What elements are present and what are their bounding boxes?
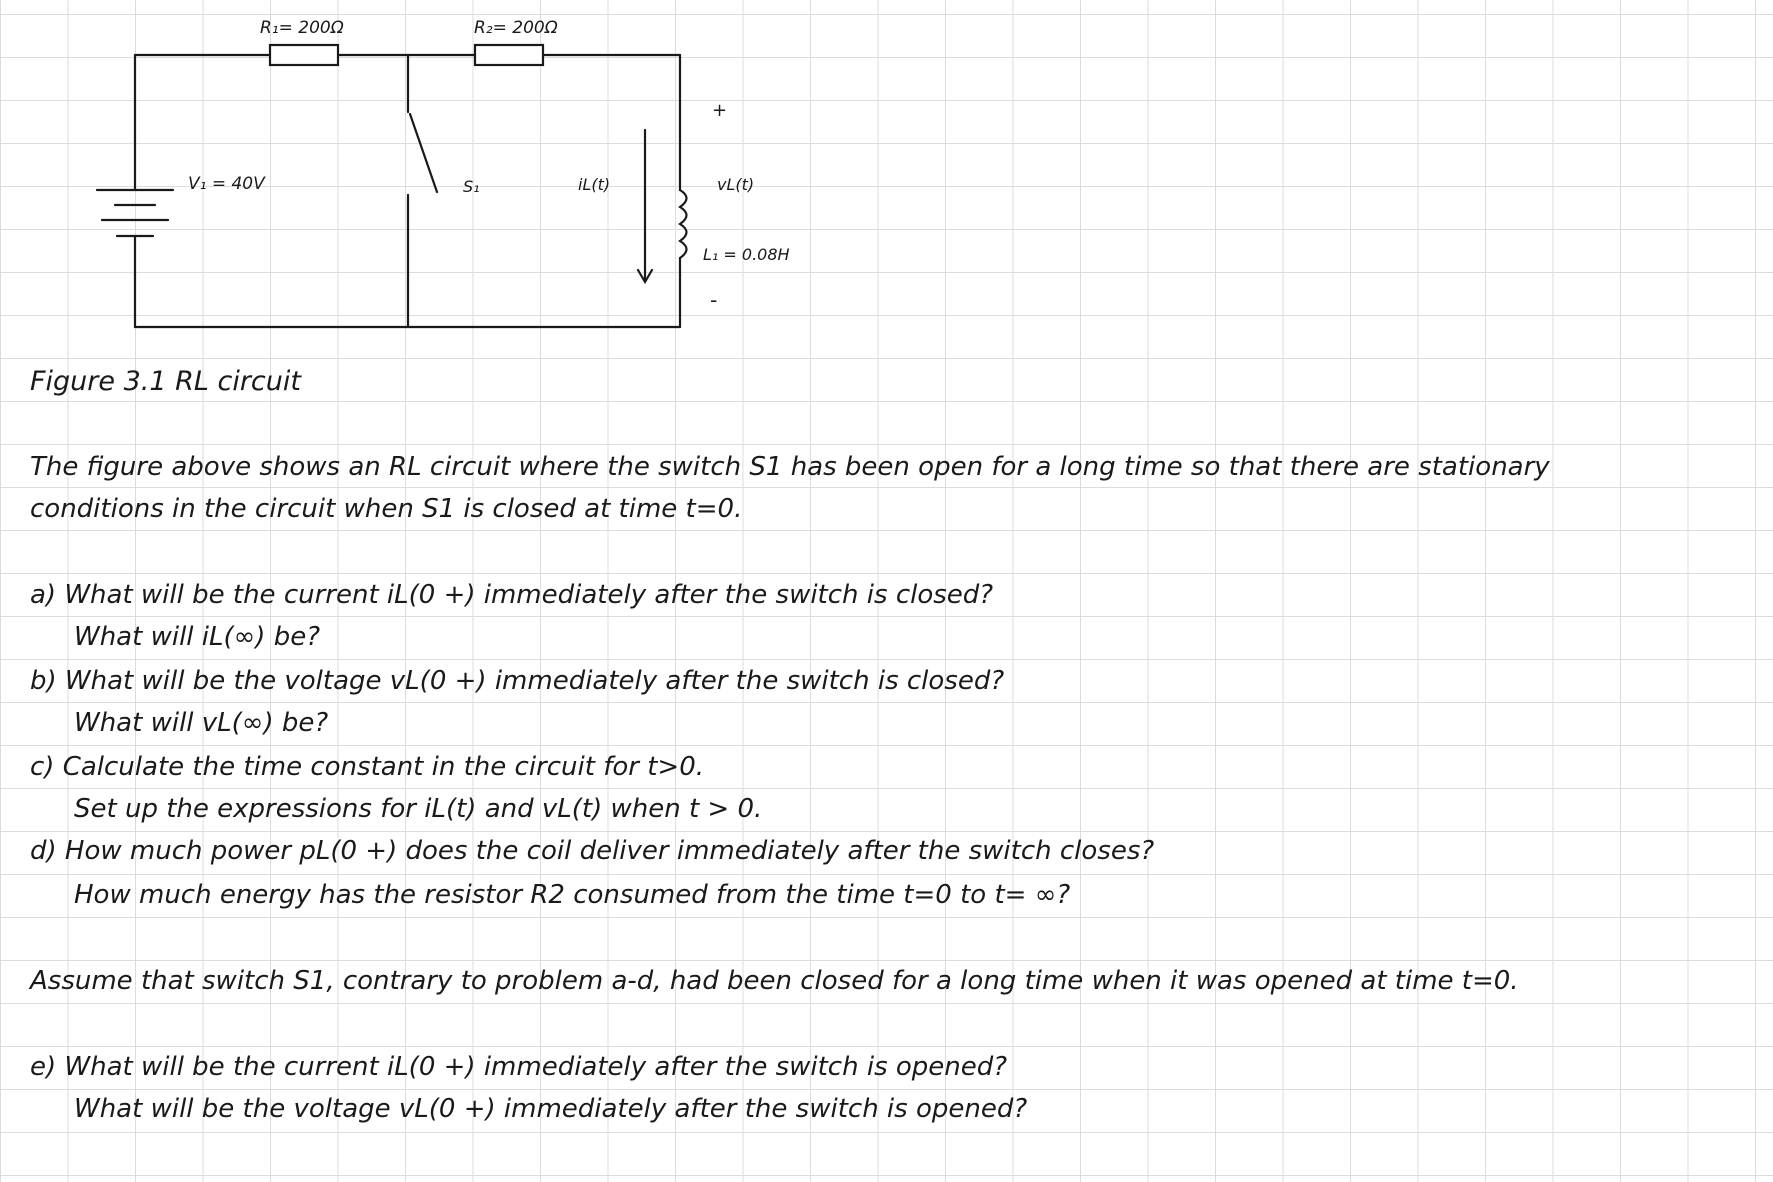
question-b: b) What will be the voltage vL(0 +) immediately after the switch is closed?	[30, 666, 1005, 696]
intro-line-1: The figure above shows an RL circuit where the switch S1 has been open for a long time so that there are stationary	[30, 452, 1550, 482]
current-arrow	[638, 130, 652, 282]
inductor-l1	[680, 190, 687, 258]
current-label: iL(t)	[578, 175, 611, 194]
question-c-sub: Set up the expressions for iL(t) and vL(t) when t > 0.	[74, 794, 763, 824]
plus-sign: +	[712, 100, 728, 121]
question-a-sub: What will iL(∞) be?	[74, 622, 320, 652]
intro-line-2: conditions in the circuit when S1 is closed at time t=0.	[30, 494, 743, 524]
v1-label: V₁ = 40V	[188, 174, 265, 194]
rl-circuit-diagram	[0, 0, 900, 340]
question-e: e) What will be the current iL(0 +) immediately after the switch is opened?	[30, 1052, 1008, 1082]
r2-label: R₂= 200Ω	[474, 18, 558, 38]
question-c: c) Calculate the time constant in the circuit for t>0.	[30, 752, 704, 782]
assumption-text: Assume that switch S1, contrary to problem a-d, had been closed for a long time when it was opened at time t=0.	[30, 966, 1519, 996]
question-a: a) What will be the current iL(0 +) immediately after the switch is closed?	[30, 580, 994, 610]
question-d-sub: How much energy has the resistor R2 consumed from the time t=0 to t= ∞?	[74, 880, 1071, 910]
voltage-label: vL(t)	[717, 175, 755, 194]
resistor-r2	[475, 45, 543, 65]
figure-caption: Figure 3.1 RL circuit	[30, 366, 301, 397]
question-e-sub: What will be the voltage vL(0 +) immediately after the switch is opened?	[74, 1094, 1028, 1124]
switch-s1	[410, 114, 437, 192]
minus-sign: -	[710, 288, 718, 312]
battery-v1	[97, 190, 173, 236]
switch-label: S₁	[463, 177, 480, 196]
question-b-sub: What will vL(∞) be?	[74, 708, 329, 738]
inductor-label: L₁ = 0.08H	[703, 245, 790, 264]
r1-label: R₁= 200Ω	[260, 18, 344, 38]
question-d: d) How much power pL(0 +) does the coil deliver immediately after the switch closes?	[30, 836, 1155, 866]
resistor-r1	[270, 45, 338, 65]
